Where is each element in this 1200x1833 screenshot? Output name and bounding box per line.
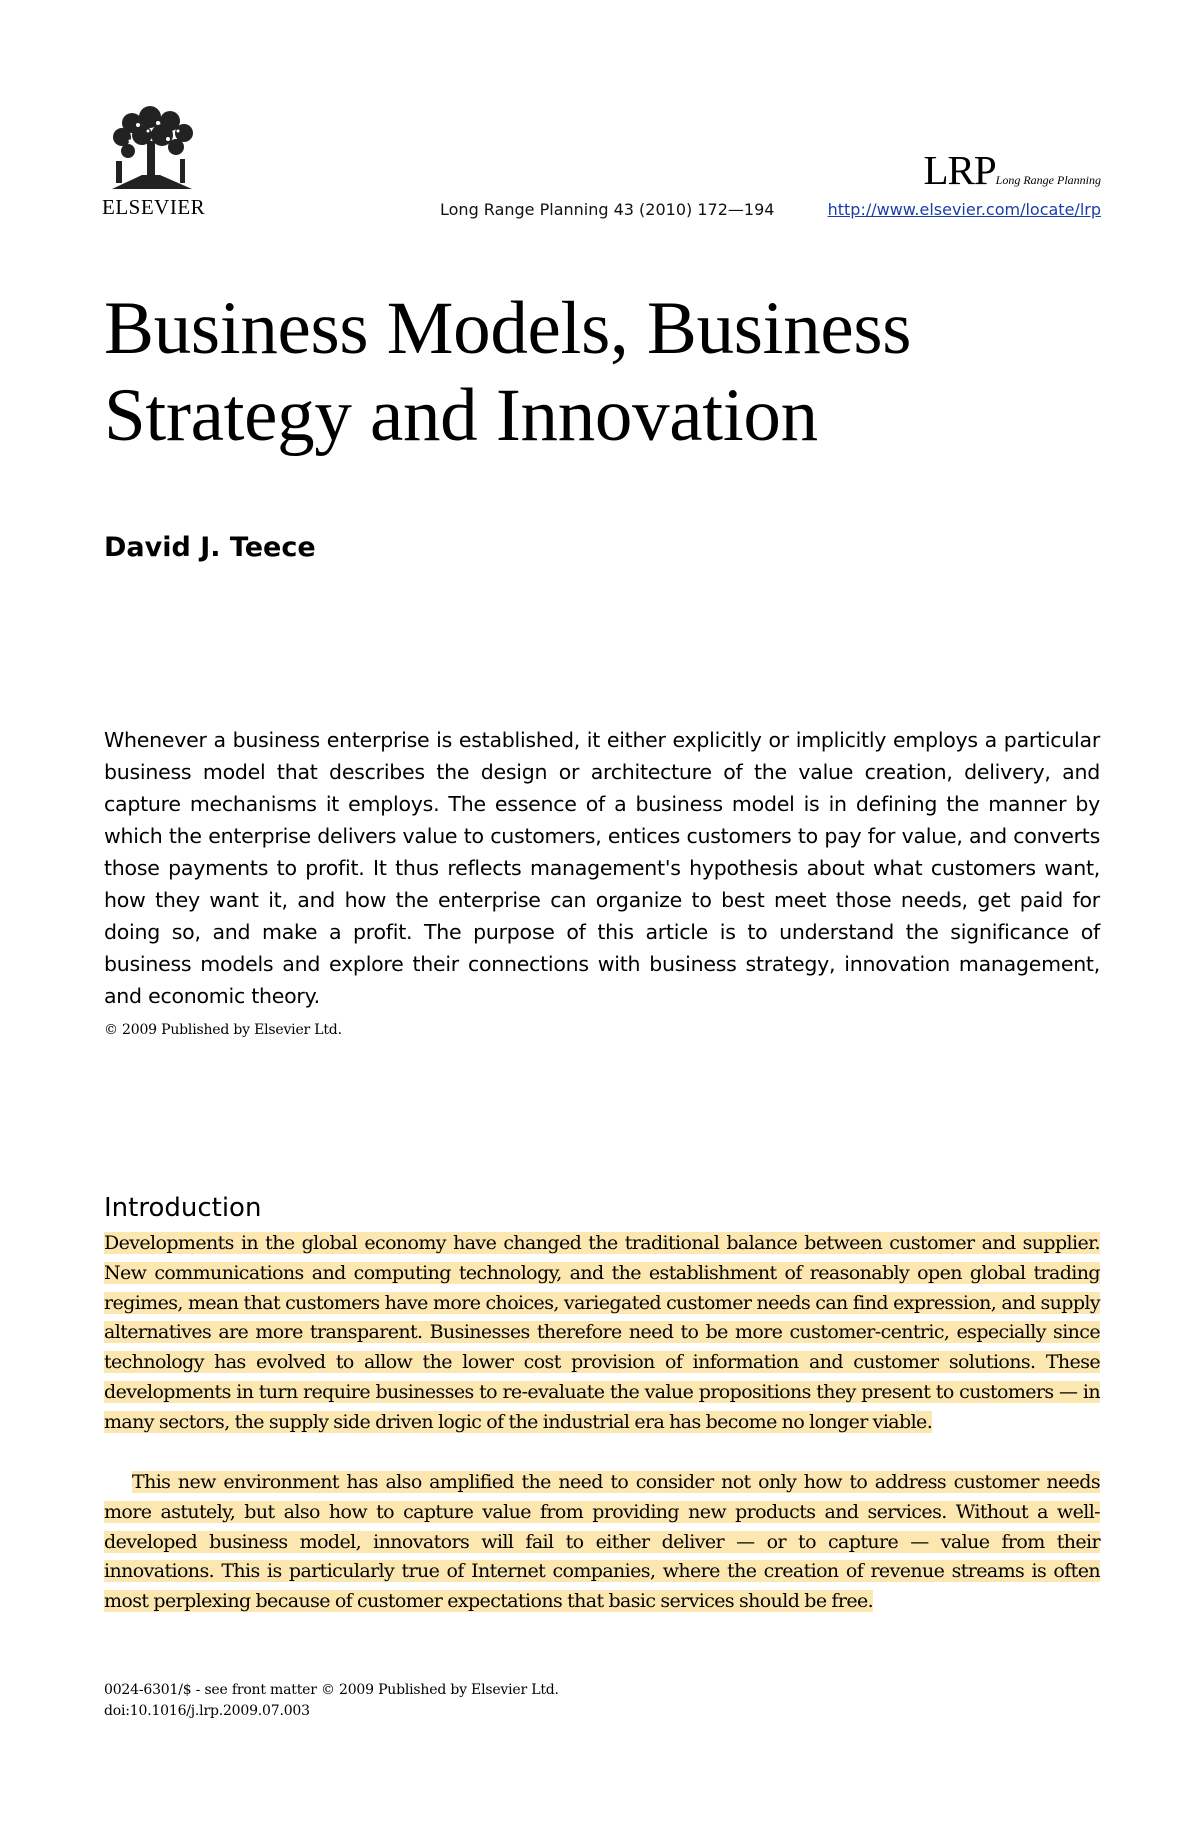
abstract: Whenever a business enterprise is established, it either explicitly or implicitly employs a particular business model that describes the design or architecture of the value creation, delivery, and capture mechanisms it employs. The essence of a business model is in defining the manner by which the enterprise delivers value to customers, entices customers to pay for value, and converts those payments to profit. It thus reflects management's hypothesis about what customers want, how they want it, and how the enterprise can organize to best meet those needs, get paid for doing so, and make a profit. The purpose of this article is to understand the significance of business models and explore their connections with business strategy, innovation management, and economic theory. [104,728,1100,1008]
journal-citation: Long Range Planning 43 (2010) 172—194 [440,200,775,219]
highlighted-text: Developments in the global economy have changed the traditional balance between customer and supplier. New communications and computing technology, and the establishment of reasonably open global trading regimes, mean that customers have more choices, variegated customer needs can find expression, and supply alternatives are more transparent. Businesses therefore need to be more customer-centric, especially since technology has evolved to allow the lower cost provision of information and customer solutions. These developments in turn require businesses to re-evaluate the value propositions they present to customers — in many sectors, the supply side driven logic of the industrial era has become no longer viable. [104,1232,1100,1433]
highlighted-text: This new environment has also amplified the need to consider not only how to address customer needs more astutely, but also how to capture value from providing new products and services. Without a well-developed business model, innovators will fail to either deliver — or to capture — value from their innovations. This is particularly true of Internet companies, where the creation of revenue streams is often most perplexing because of customer expectations that basic services should be free. [104,1471,1100,1613]
article-author: David J. Teece [104,532,316,563]
abstract-copyright: © 2009 Published by Elsevier Ltd. [104,1022,342,1038]
intro-paragraph-1 [104,1229,1100,1438]
page-footer [104,1680,559,1722]
elsevier-logo [102,105,206,219]
intro-paragraph-2 [104,1468,1100,1617]
journal-url-link[interactable]: http://www.elsevier.com/locate/lrp [827,200,1101,219]
publisher-name: ELSEVIER [102,195,206,219]
journal-logo-tagline: Long Range Planning [995,173,1101,187]
section-heading-introduction: Introduction [104,1193,262,1223]
journal-logo [923,147,1101,193]
journal-logo-mark: LRP [923,147,996,193]
article-title: Business Models, Business Strategy and Innovation [104,287,912,457]
issn-line: 0024-6301/$ - see front matter © 2009 Published by Elsevier Ltd. [104,1682,559,1698]
elsevier-tree-icon [102,105,202,195]
doi-line: doi:10.1016/j.lrp.2009.07.003 [104,1703,310,1719]
